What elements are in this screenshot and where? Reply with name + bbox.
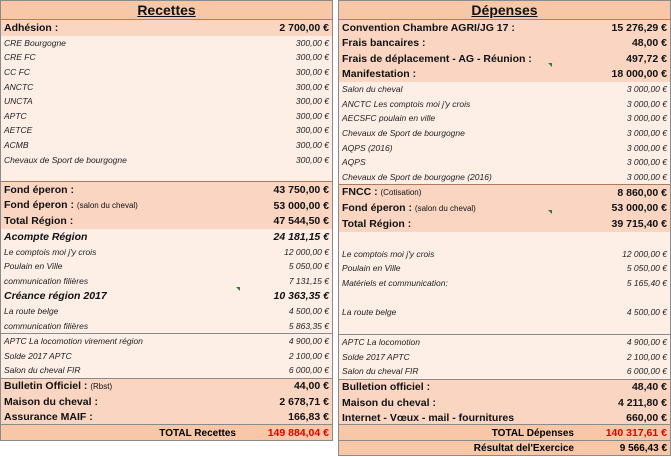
row-amount: 5 050,00 €: [238, 259, 332, 274]
table-row: [1, 36, 332, 51]
row-amount: 6 000,00 €: [238, 363, 332, 378]
row-label: FNCC :: [342, 186, 378, 199]
row-label-cell: [1, 138, 238, 153]
row-label-cell: [1, 259, 238, 274]
row-label-cell: [339, 216, 576, 232]
row-label: communication filières: [4, 320, 89, 331]
table-row: [1, 152, 332, 167]
row-label: Solde 2017 APTC: [4, 350, 72, 361]
row-label-cell: [339, 67, 576, 83]
row-label: Poulain en Ville: [342, 263, 401, 274]
row-label-cell: [1, 94, 238, 109]
row-label-cell: [339, 20, 576, 36]
row-label-cell: [339, 111, 576, 126]
table-row: [339, 290, 670, 305]
row-label: Convention Chambre AGRI/JG 17 :: [342, 21, 515, 34]
row-amount: 660,00 €: [576, 411, 670, 427]
row-label-cell: [1, 50, 238, 65]
total-recettes-row: [0, 424, 333, 441]
row-amount: 166,83 €: [238, 410, 332, 426]
row-label-cell: [1, 410, 238, 426]
row-amount: 53 000,00 €: [238, 198, 332, 214]
table-row: [339, 319, 670, 334]
table-row: [339, 364, 670, 379]
row-label-cell: [1, 213, 238, 229]
table-row: [339, 349, 670, 364]
table-row: [339, 201, 670, 217]
row-label-cell: [339, 82, 576, 97]
row-label-cell: [1, 274, 238, 289]
table-row: [339, 185, 670, 201]
table-row: [1, 394, 332, 410]
row-label-cell: [1, 79, 238, 94]
row-amount: 5 165,40 €: [576, 275, 670, 290]
row-label-cell: [1, 304, 238, 319]
table-row: [339, 170, 670, 185]
row-amount: 300,00 €: [238, 50, 332, 65]
row-label: Fond éperon :: [4, 199, 74, 212]
row-label-cell: [339, 140, 576, 155]
row-label-cell: [339, 334, 576, 349]
row-label-cell: [1, 198, 238, 214]
row-label: AETCE: [4, 125, 33, 136]
table-row: [339, 216, 670, 232]
table-row: [339, 67, 670, 83]
row-amount: 48,40 €: [576, 379, 670, 395]
row-label: Fond éperon :: [342, 201, 412, 214]
row-label-cell: [339, 364, 576, 379]
row-label: UNCTA: [4, 96, 33, 107]
row-label-cell: [339, 155, 576, 170]
row-label-cell: [1, 378, 238, 394]
row-label: Maison du cheval :: [4, 395, 98, 408]
table-row: [339, 246, 670, 261]
row-amount: [238, 167, 332, 182]
row-note: (Rbst): [90, 381, 113, 391]
row-amount: 12 000,00 €: [238, 244, 332, 259]
row-label: CC FC: [4, 66, 30, 77]
row-label-cell: [1, 20, 238, 36]
table-row: [1, 65, 332, 80]
row-label-cell: [1, 36, 238, 51]
row-label-cell: [339, 51, 576, 67]
table-row: [1, 108, 332, 123]
table-row: [1, 123, 332, 138]
table-row: [1, 349, 332, 364]
recettes-panel: [0, 0, 333, 426]
row-amount: 3 000,00 €: [576, 170, 670, 185]
row-amount: 4 900,00 €: [576, 334, 670, 349]
table-row: [339, 20, 670, 36]
row-label-cell: [339, 349, 576, 364]
row-label: ACMB: [4, 139, 29, 150]
row-amount: 39 715,40 €: [576, 216, 670, 232]
row-amount: [576, 319, 670, 334]
row-label-cell: [339, 290, 576, 305]
row-amount: 300,00 €: [238, 79, 332, 94]
row-label-cell: [1, 349, 238, 364]
row-label-cell: [1, 318, 238, 333]
total-depenses-label: TOTAL Dépenses: [491, 428, 574, 439]
row-label-cell: [1, 333, 238, 348]
row-amount: 497,72 €: [576, 51, 670, 67]
table-row: [1, 259, 332, 274]
row-amount: 300,00 €: [238, 36, 332, 51]
comment-marker-icon: [236, 287, 240, 291]
row-label: AECSFC poulain en ville: [342, 113, 436, 124]
row-label: Frais bancaires :: [342, 37, 426, 50]
row-label: ANCTC: [4, 81, 34, 92]
row-amount: 10 363,35 €: [238, 288, 332, 304]
table-row: [1, 94, 332, 109]
row-amount: 300,00 €: [238, 65, 332, 80]
table-row: [1, 363, 332, 378]
row-label: Bulletion officiel :: [342, 381, 431, 394]
row-amount: 2 700,00 €: [238, 20, 332, 36]
row-label-cell: [1, 65, 238, 80]
row-label-cell: [1, 244, 238, 259]
row-amount: [576, 232, 670, 247]
row-label: Fond éperon :: [4, 184, 74, 197]
row-amount: 53 000,00 €: [576, 201, 670, 217]
row-label: APTC: [4, 110, 27, 121]
row-amount: 43 750,00 €: [238, 182, 332, 198]
row-amount: 44,00 €: [238, 378, 332, 394]
row-amount: 300,00 €: [238, 152, 332, 167]
total-recettes-value: 149 884,04 €: [267, 427, 329, 439]
row-amount: 6 000,00 €: [576, 364, 670, 379]
row-amount: 2 100,00 €: [576, 349, 670, 364]
row-amount: 7 131,15 €: [238, 274, 332, 289]
table-row: [1, 274, 332, 289]
row-label-cell: [1, 167, 238, 182]
row-label: La route belge: [4, 306, 59, 317]
row-amount: 5 050,00 €: [576, 261, 670, 276]
row-label: communication filières: [4, 275, 89, 286]
row-label-cell: [1, 182, 238, 198]
table-row: [339, 334, 670, 349]
table-row: [1, 410, 332, 426]
recettes-header: Recettes: [1, 1, 332, 20]
row-label: APTC La locomotion virement région: [4, 336, 143, 347]
table-row: [339, 51, 670, 67]
row-label: Salon du cheval FIR: [342, 366, 419, 377]
row-label: Chevaux de Sport de bourgogne: [4, 154, 127, 165]
table-row: [1, 288, 332, 304]
row-label: Acompte Région: [4, 230, 88, 243]
row-amount: 12 000,00 €: [576, 246, 670, 261]
table-row: [1, 318, 332, 333]
row-amount: 18 000,00 €: [576, 67, 670, 83]
row-label-cell: [339, 261, 576, 276]
table-row: [339, 155, 670, 170]
row-label: AQPS: [342, 157, 366, 168]
row-label-cell: [1, 123, 238, 138]
row-label: Maison du cheval :: [342, 396, 436, 409]
table-row: [1, 304, 332, 319]
row-label: Le comptois moi j'y crois: [342, 248, 435, 259]
row-label: La route belge: [342, 306, 397, 317]
total-depenses-value: 140 317,61 €: [605, 427, 667, 439]
table-row: [339, 111, 670, 126]
table-row: [1, 229, 332, 245]
row-label: Poulain en Ville: [4, 261, 63, 272]
table-row: [1, 138, 332, 153]
row-label: Salon du cheval: [342, 84, 403, 95]
table-row: [339, 275, 670, 290]
row-label: Manifestation :: [342, 68, 417, 81]
row-label-cell: [1, 108, 238, 123]
row-label: Assurance MAIF :: [4, 411, 93, 424]
table-row: [1, 213, 332, 229]
row-label-cell: [339, 319, 576, 334]
comment-marker-icon: [548, 63, 552, 67]
table-row: [1, 198, 332, 214]
resultat-label: Résultat del'Exercice: [473, 443, 574, 454]
row-label: Créance région 2017: [4, 289, 107, 302]
table-row: [339, 140, 670, 155]
row-label-cell: [339, 395, 576, 411]
depenses-table: [339, 20, 670, 426]
row-note: (salon du cheval): [414, 203, 476, 213]
row-note: (Cotisation): [380, 188, 422, 198]
row-label: Chevaux de Sport de bourgogne: [342, 128, 465, 139]
comment-marker-icon: [548, 210, 552, 214]
row-label-cell: [339, 170, 576, 185]
table-row: [339, 126, 670, 141]
row-label-cell: [339, 232, 576, 247]
table-row: [1, 378, 332, 394]
row-label: Bulletin Officiel :: [4, 379, 88, 392]
row-amount: 2 678,71 €: [238, 394, 332, 410]
depenses-header: Dépenses: [339, 1, 670, 20]
table-row: [339, 261, 670, 276]
row-amount: 48,00 €: [576, 36, 670, 52]
row-amount: 24 181,15 €: [238, 229, 332, 245]
table-row: [339, 232, 670, 247]
row-amount: 300,00 €: [238, 138, 332, 153]
row-label-cell: [1, 394, 238, 410]
row-label: Total Région :: [342, 217, 412, 230]
row-label: ANCTC Les comptois moi j'y crois: [342, 98, 471, 109]
table-row: [1, 79, 332, 94]
row-amount: 3 000,00 €: [576, 155, 670, 170]
table-row: [339, 379, 670, 395]
row-label-cell: [1, 288, 238, 304]
row-amount: 300,00 €: [238, 108, 332, 123]
row-label-cell: [339, 36, 576, 52]
row-label: Chevaux de Sport de bourgogne (2016): [342, 171, 492, 182]
table-row: [1, 167, 332, 182]
row-amount: 4 900,00 €: [238, 333, 332, 348]
row-label: Salon du cheval FIR: [4, 365, 81, 376]
row-label-cell: [339, 246, 576, 261]
row-label: Adhésion :: [4, 21, 59, 34]
row-amount: 3 000,00 €: [576, 82, 670, 97]
row-amount: 47 544,50 €: [238, 213, 332, 229]
table-row: [1, 244, 332, 259]
row-amount: 3 000,00 €: [576, 140, 670, 155]
row-amount: 4 500,00 €: [576, 305, 670, 320]
row-label-cell: [339, 185, 576, 201]
row-label: Frais de déplacement - AG - Réunion :: [342, 52, 532, 65]
row-amount: 3 000,00 €: [576, 126, 670, 141]
recettes-table: [1, 20, 332, 425]
table-row: [1, 50, 332, 65]
row-amount: 2 100,00 €: [238, 349, 332, 364]
row-label-cell: [1, 229, 238, 245]
row-amount: 5 863,35 €: [238, 318, 332, 333]
row-amount: 300,00 €: [238, 123, 332, 138]
row-label-cell: [339, 97, 576, 112]
row-label: Matériels et communication:: [342, 277, 448, 288]
table-row: [339, 305, 670, 320]
row-label-cell: [339, 305, 576, 320]
row-label: Total Région :: [4, 215, 74, 228]
table-row: [339, 36, 670, 52]
total-depenses-row: [338, 424, 671, 441]
row-amount: 15 276,29 €: [576, 20, 670, 36]
depenses-panel: [338, 0, 671, 427]
row-label: Internet - Vœux - mail - fournitures: [342, 412, 515, 425]
total-recettes-label: TOTAL Recettes: [159, 428, 236, 439]
row-amount: 3 000,00 €: [576, 97, 670, 112]
resultat-row: [338, 440, 671, 456]
table-row: [339, 395, 670, 411]
resultat-value: 9 566,43 €: [619, 443, 667, 454]
row-label: CRE Bourgogne: [4, 37, 66, 48]
table-row: [339, 97, 670, 112]
row-label: Solde 2017 APTC: [342, 351, 410, 362]
row-label-cell: [339, 201, 576, 217]
row-amount: 300,00 €: [238, 94, 332, 109]
row-label: APTC La locomotion: [342, 337, 420, 348]
row-amount: [576, 290, 670, 305]
row-amount: 3 000,00 €: [576, 111, 670, 126]
row-label-cell: [1, 152, 238, 167]
table-row: [1, 20, 332, 36]
table-row: [1, 333, 332, 348]
table-row: [339, 82, 670, 97]
row-label-cell: [339, 126, 576, 141]
row-label: CRE FC: [4, 52, 36, 63]
row-label-cell: [339, 379, 576, 395]
row-label-cell: [1, 363, 238, 378]
row-note: (salon du cheval): [76, 201, 138, 211]
row-label-cell: [339, 275, 576, 290]
row-amount: 4 500,00 €: [238, 304, 332, 319]
row-amount: 4 211,80 €: [576, 395, 670, 411]
table-row: [1, 182, 332, 198]
row-label: Le comptois moi j'y crois: [4, 246, 97, 257]
row-amount: 8 860,00 €: [576, 185, 670, 201]
row-label: AQPS (2016): [342, 142, 393, 153]
